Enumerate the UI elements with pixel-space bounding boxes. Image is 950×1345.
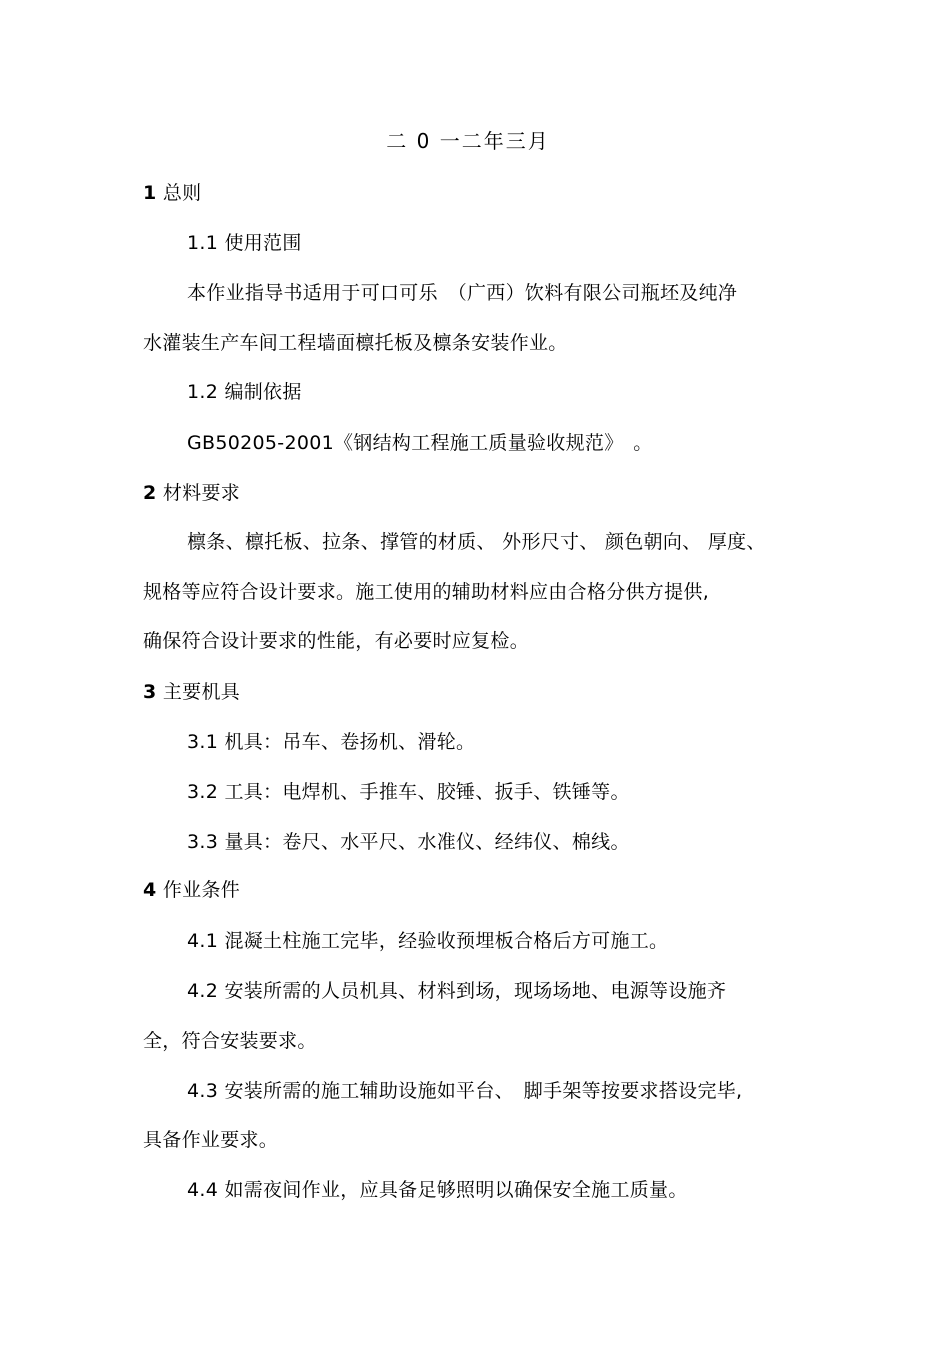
section-title: 总则 bbox=[162, 182, 202, 204]
section-1-heading bbox=[143, 181, 201, 205]
document-date: 二 0 一二年三月 bbox=[386, 129, 550, 153]
section-number: 3 bbox=[143, 681, 157, 703]
paragraph-line: 确保符合设计要求的性能，有必要时应复检。 bbox=[143, 630, 530, 652]
paragraph-line: 规格等应符合设计要求。施工使用的辅助材料应由合格分供方提供, bbox=[143, 581, 710, 603]
list-item: 4.1 混凝土柱施工完毕，经验收预埋板合格后方可施工。 bbox=[187, 930, 669, 952]
section-title: 材料要求 bbox=[162, 482, 241, 504]
section-number: 2 bbox=[143, 482, 157, 504]
list-item: 3.3 量具：卷尺、水平尺、水准仪、经纬仪、棉线。 bbox=[187, 831, 630, 853]
list-item: 3.2 工具：电焊机、手推车、胶锤、扳手、铁锤等。 bbox=[187, 781, 630, 803]
list-item-continuation: 具备作业要求。 bbox=[143, 1129, 279, 1151]
section-title: 主要机具 bbox=[162, 681, 241, 703]
subsection-1-1-heading: 1.1 使用范围 bbox=[187, 232, 302, 254]
list-item: 4.3 安装所需的施工辅助设施如平台、 脚手架等按要求搭设完毕, bbox=[187, 1080, 743, 1102]
paragraph-line: 本作业指导书适用于可口可乐 （广西）饮料有限公司瓶坯及纯净 bbox=[187, 282, 738, 304]
paragraph-line: 水灌装生产车间工程墙面檩托板及檩条安装作业。 bbox=[143, 332, 568, 354]
subsection-1-2-heading: 1.2 编制依据 bbox=[187, 381, 302, 403]
section-2-heading bbox=[143, 481, 240, 505]
section-3-heading bbox=[143, 680, 240, 704]
list-item-continuation: 全，符合安装要求。 bbox=[143, 1030, 317, 1052]
list-item: 3.1 机具：吊车、卷扬机、滑轮。 bbox=[187, 731, 476, 753]
paragraph-line: 檩条、檩托板、拉条、撑管的材质、 外形尺寸、 颜色朝向、 厚度、 bbox=[187, 531, 766, 553]
section-4-heading bbox=[143, 878, 240, 902]
list-item: 4.4 如需夜间作业，应具备足够照明以确保安全施工质量。 bbox=[187, 1179, 688, 1201]
paragraph-line: GB50205-2001《钢结构工程施工质量验收规范》 。 bbox=[187, 432, 653, 454]
section-number: 1 bbox=[143, 182, 157, 204]
list-item: 4.2 安装所需的人员机具、材料到场，现场场地、电源等设施齐 bbox=[187, 980, 727, 1002]
section-number: 4 bbox=[143, 879, 157, 901]
section-title: 作业条件 bbox=[162, 879, 241, 901]
